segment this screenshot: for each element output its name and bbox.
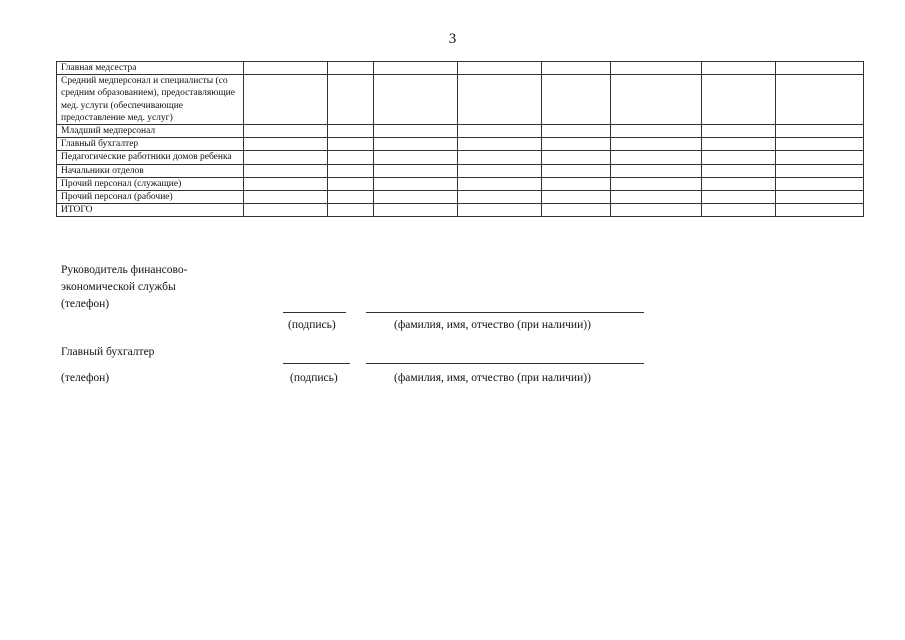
table-cell [542,138,611,151]
table-cell [611,75,702,125]
table-cell [542,177,611,190]
table-cell [458,138,542,151]
table-cell [374,191,458,204]
table-cell [244,151,328,164]
table-cell [776,138,864,151]
table-cell [611,62,702,75]
table-cell [374,164,458,177]
table-cell [374,138,458,151]
chief-accountant-phone-label: (телефон) [61,372,110,384]
head-finance-signature-line [283,312,346,313]
table-cell [458,75,542,125]
table-cell [458,151,542,164]
table-cell [244,191,328,204]
table-row [57,151,864,164]
table-row [57,138,864,151]
table-cell [244,75,328,125]
chief-accountant-title: Главный бухгалтер [61,346,155,358]
table-cell [542,191,611,204]
table-cell [328,151,374,164]
table-cell [374,177,458,190]
table-cell [702,138,776,151]
table-cell [611,125,702,138]
table-cell [328,191,374,204]
table-cell [328,204,374,217]
table-cell [458,177,542,190]
table-cell [374,125,458,138]
head-finance-signature-caption: (подпись) [288,319,336,331]
row-label: Младший медперсонал [57,125,244,138]
head-finance-phone-label: (телефон) [61,298,110,310]
table-cell [374,62,458,75]
table-cell [611,138,702,151]
table-cell [374,204,458,217]
table-cell [702,204,776,217]
table-row [57,164,864,177]
table-cell [776,151,864,164]
table-cell [776,62,864,75]
table-cell [611,204,702,217]
table-row [57,204,864,217]
head-finance-name-line [366,312,644,313]
table-row [57,125,864,138]
table-cell [702,125,776,138]
table-cell [776,75,864,125]
table-cell [328,164,374,177]
table-cell [458,164,542,177]
table-cell [542,164,611,177]
row-label: Педагогические работники домов ребенка [57,151,244,164]
table-cell [776,177,864,190]
table-cell [611,151,702,164]
table-cell [776,191,864,204]
table-cell [328,125,374,138]
table-cell [328,75,374,125]
table-cell [458,62,542,75]
row-label: Начальники отделов [57,164,244,177]
table-cell [244,164,328,177]
table-cell [328,138,374,151]
table-cell [702,191,776,204]
table-cell [244,177,328,190]
chief-accountant-signature-line [283,363,350,364]
table-cell [611,191,702,204]
table-cell [374,75,458,125]
table-cell [776,164,864,177]
table-row [57,62,864,75]
table-cell [458,191,542,204]
table-cell [328,177,374,190]
table-cell [702,177,776,190]
table-cell [244,204,328,217]
row-label: Главный бухгалтер [57,138,244,151]
table-cell [702,62,776,75]
table-cell [244,125,328,138]
table-cell [702,164,776,177]
row-label: Прочий персонал (служащие) [57,177,244,190]
table-cell [244,62,328,75]
table-cell [328,62,374,75]
head-finance-title: Руководитель финансово-экономической службы [61,264,188,293]
table-cell [458,204,542,217]
table-cell [702,75,776,125]
table-cell [244,138,328,151]
table-cell [702,151,776,164]
table-row [57,191,864,204]
table-cell [542,151,611,164]
row-label: Средний медперсонал и специалисты (со средним образованием), предоставляющие мед. услуги (обеспечивающие предоставление мед. услуг) [57,75,244,125]
table-cell [776,204,864,217]
row-label: Прочий персонал (рабочие) [57,191,244,204]
page-number: 3 [448,31,457,47]
head-finance-name-caption: (фамилия, имя, отчество (при наличии)) [394,319,591,331]
table-cell [542,125,611,138]
table-cell [611,177,702,190]
table-cell [458,125,542,138]
chief-accountant-name-caption: (фамилия, имя, отчество (при наличии)) [394,372,591,384]
table-cell [542,75,611,125]
table-cell [542,62,611,75]
table-cell [542,204,611,217]
table-cell [611,164,702,177]
chief-accountant-name-line [366,363,644,364]
row-label: ИТОГО [57,204,244,217]
chief-accountant-signature-caption: (подпись) [290,372,338,384]
table-row [57,75,864,125]
staff-table [56,61,864,217]
table-cell [374,151,458,164]
table-cell [776,125,864,138]
table-row [57,177,864,190]
row-label: Главная медсестра [57,62,244,75]
